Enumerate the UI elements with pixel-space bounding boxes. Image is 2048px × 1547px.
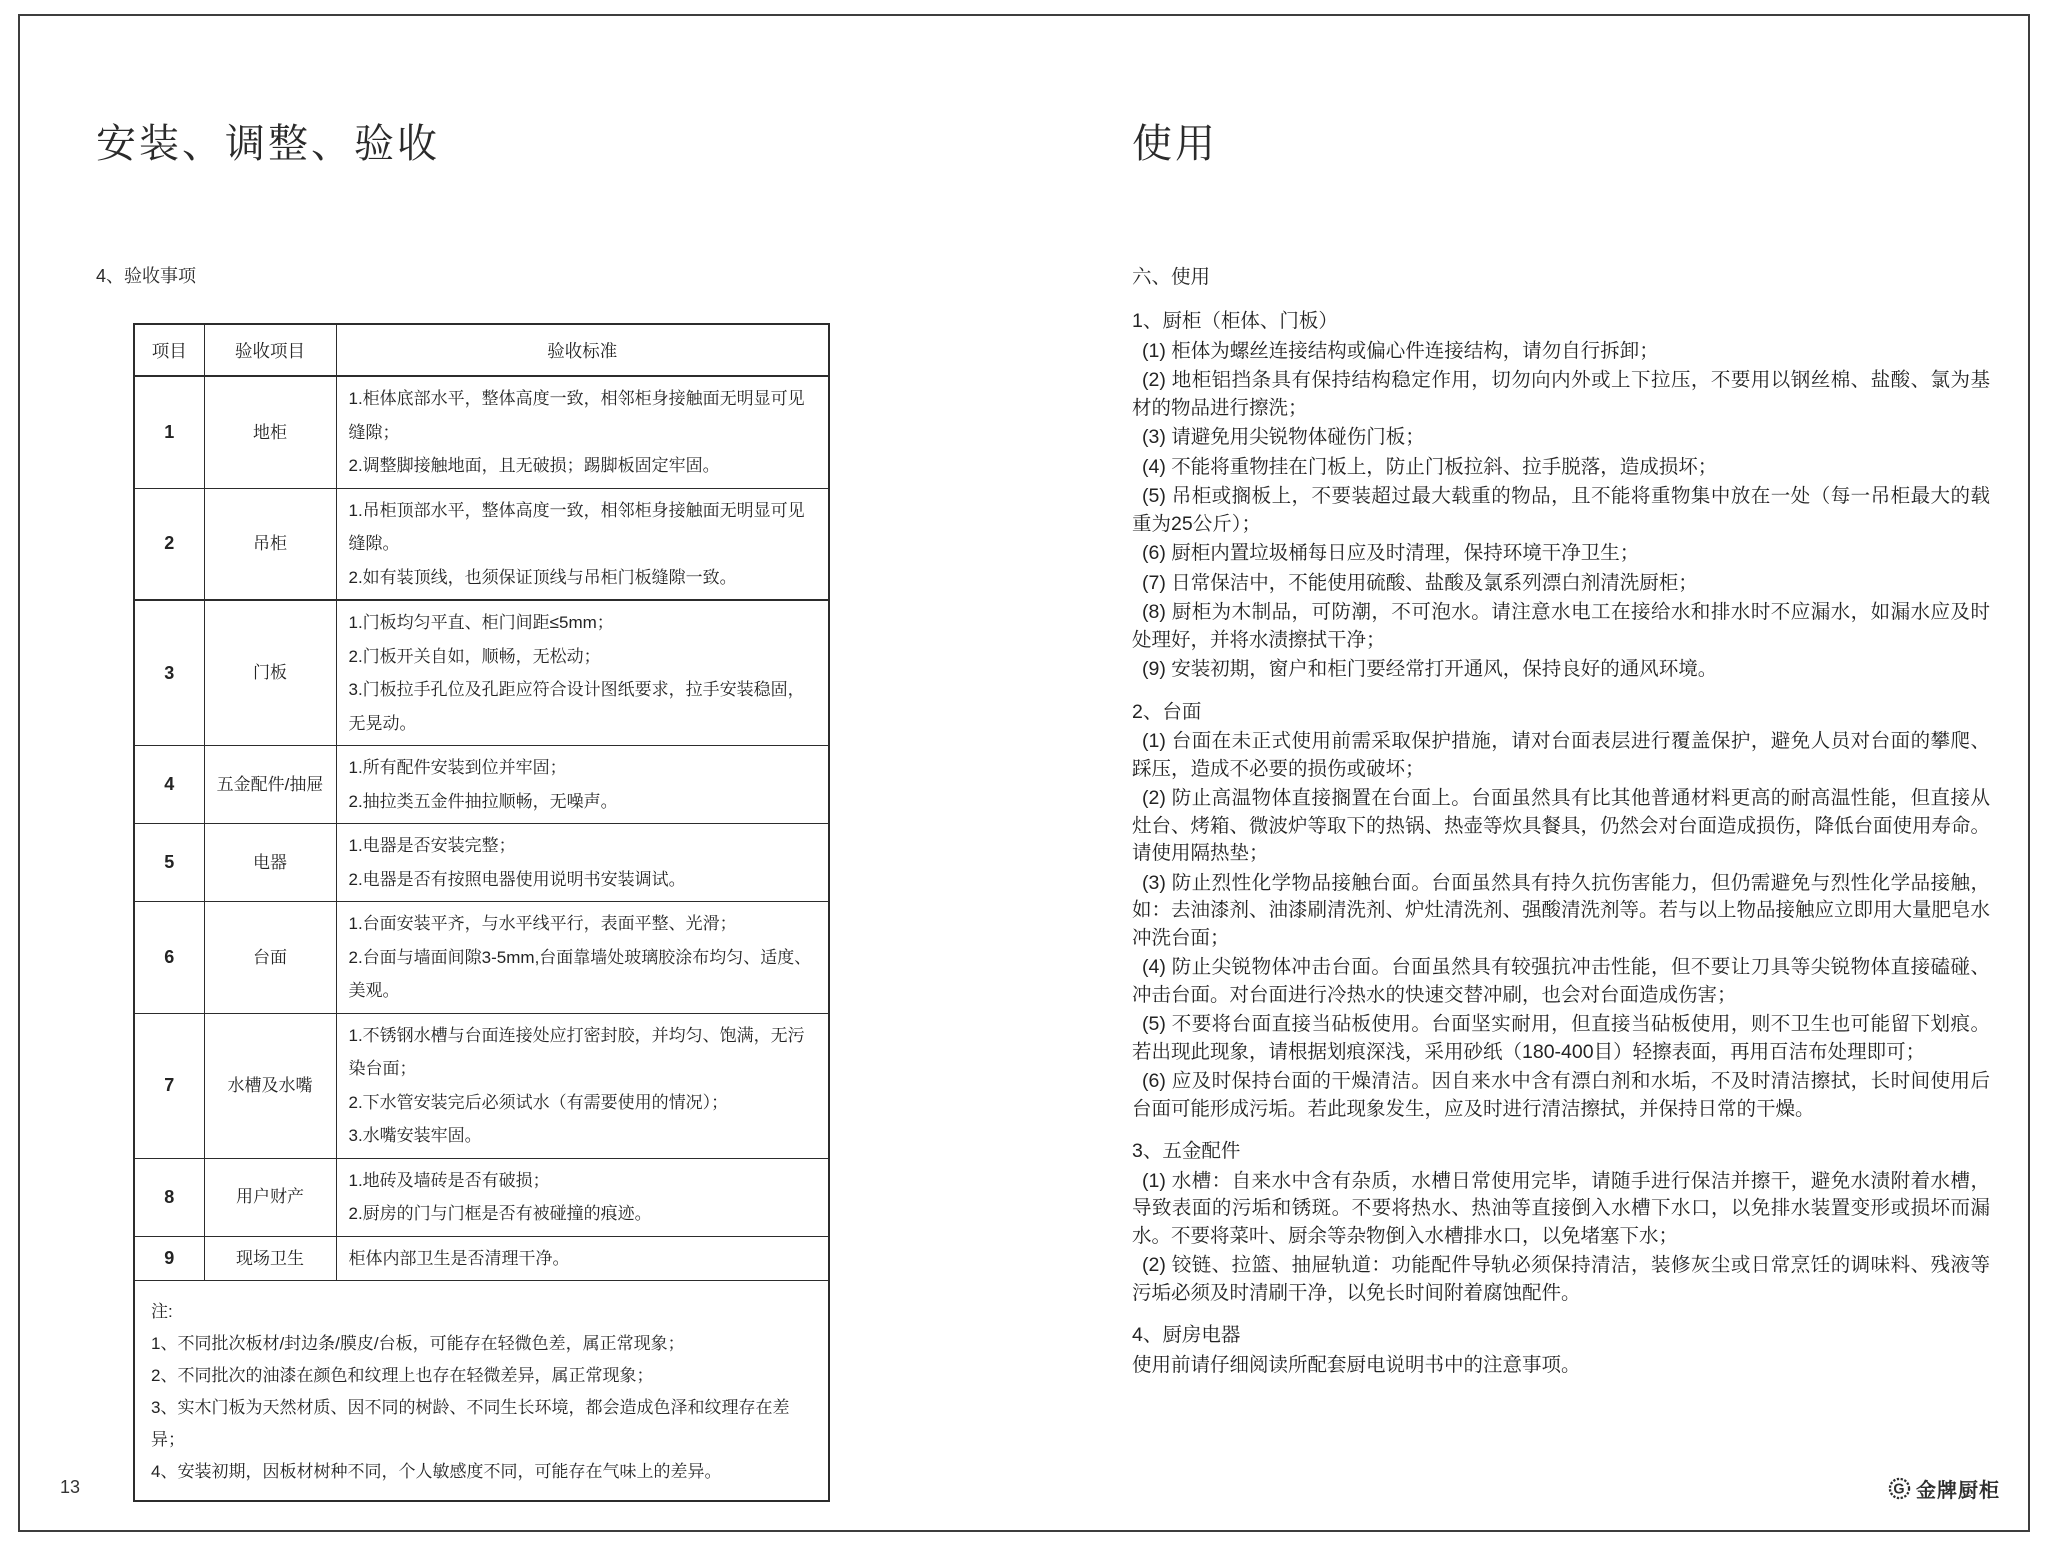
cell-no: 5 <box>134 824 204 902</box>
usage-section-hardware <box>1132 1138 1990 1307</box>
standard-line: 1.地砖及墙砖是否有破损； <box>348 1170 550 1190</box>
usage-paragraph: (2) 铰链、拉篮、抽屉轨道：功能配件导轨必须保持清洁，装修灰尘或日常烹饪的调味料、残液等污垢必须及时清刷干净，以免长时间附着腐蚀配件。 <box>1132 1254 1990 1304</box>
brand-name: 金牌厨柜 <box>1916 1480 2000 1502</box>
acceptance-table-header <box>134 324 829 376</box>
header-item-name: 验收项目 <box>204 324 336 376</box>
standard-line: 2.台面与墙面间隙3-5mm,台面靠墙处玻璃胶涂布均匀、适度、美观。 <box>348 947 812 1000</box>
table-row <box>134 902 829 1014</box>
usage-section-countertop <box>1132 699 1990 1124</box>
section-heading: 1、厨柜（柜体、门板） <box>1132 310 1338 332</box>
usage-paragraph: (4) 不能将重物挂在门板上，防止门板拉斜、拉手脱落，造成损坏； <box>1142 455 1718 478</box>
note-line: 1、不同批次板材/封边条/膜皮/台板，可能存在轻微色差，属正常现象； <box>151 1334 685 1353</box>
standard-line: 2.如有装顶线，也须保证顶线与吊柜门板缝隙一致。 <box>348 567 737 587</box>
cell-item: 用户财产 <box>204 1158 336 1236</box>
usage-paragraph: (7) 日常保洁中，不能使用硫酸、盐酸及氯系列漂白剂清洗厨柜； <box>1142 571 1698 594</box>
header-item-no: 项目 <box>134 324 204 376</box>
standard-line: 1.台面安装平齐，与水平线平行，表面平整、光滑； <box>348 914 737 933</box>
table-header-row <box>134 324 829 376</box>
section-heading: 2、台面 <box>1132 700 1202 723</box>
left-page-title: 安装、调整、验收 <box>96 122 440 166</box>
standard-line: 1.所有配件安装到位并牢固； <box>348 758 567 777</box>
usage-paragraph: (3) 请避免用尖锐物体碰伤门板； <box>1142 426 1425 448</box>
usage-paragraph: (3) 防止烈性化学物品接触台面。台面虽然具有持久抗伤害能力，但仍需避免与烈性化学品接触，如：去油漆剂、油漆刷清洗剂、炉灶清洗剂、强酸清洗剂等。若与以上物品接触应立即用大量肥皂水冲洗台面； <box>1132 871 1991 949</box>
usage-paragraph: (6) 厨柜内置垃圾桶每日应及时清理，保持环境干净卫生； <box>1142 542 1640 564</box>
cell-no: 2 <box>134 488 204 600</box>
cell-no: 7 <box>134 1013 204 1158</box>
usage-paragraph: (2) 地柜铝挡条具有保持结构稳定作用，切勿向内外或上下拉压，不要用以钢丝棉、盐酸、氯为基材的物品进行擦洗； <box>1132 369 1990 419</box>
cell-no: 4 <box>134 746 204 824</box>
cell-item: 现场卫生 <box>204 1236 336 1281</box>
usage-paragraph: (1) 台面在未正式使用前需采取保护措施，请对台面表层进行覆盖保护，避免人员对台面的攀爬、踩压，造成不必要的损伤或破坏； <box>1132 730 1990 780</box>
table-row <box>134 376 829 488</box>
brand-g-gear-icon <box>1888 1477 1911 1500</box>
cell-item: 吊柜 <box>204 488 336 600</box>
table-row <box>134 1013 829 1158</box>
cell-standard <box>336 376 829 488</box>
brand-g-letter: G <box>1893 1481 1906 1498</box>
header-standard: 验收标准 <box>336 324 829 376</box>
standard-line: 2.下水管安装完后必须试水（有需要使用的情况）； <box>348 1092 729 1112</box>
standard-line: 1.柜体底部水平，整体高度一致，相邻柜身接触面无明显可见缝隙； <box>348 389 805 442</box>
cell-standard <box>336 1158 829 1236</box>
cell-item: 台面 <box>204 902 336 1014</box>
cell-standard <box>336 488 829 600</box>
usage-section-appliances <box>1132 1322 1990 1379</box>
table-notes-row <box>134 1281 829 1502</box>
table-row <box>134 1236 829 1281</box>
cell-standard <box>336 1013 829 1158</box>
standard-line: 3.水嘴安装牢固。 <box>348 1126 482 1145</box>
standard-line: 2.门板开关自如，顺畅，无松动； <box>348 646 601 666</box>
standard-line: 柜体内部卫生是否清理干净。 <box>348 1248 570 1268</box>
acceptance-table <box>133 323 830 1502</box>
section-heading: 3、五金配件 <box>1132 1140 1241 1162</box>
cell-no: 9 <box>134 1236 204 1281</box>
cell-standard <box>336 600 829 746</box>
cell-no: 3 <box>134 600 204 746</box>
cell-item: 五金配件/抽屉 <box>204 746 336 824</box>
right-section-label: 六、使用 <box>1132 266 1211 288</box>
usage-paragraph: (1) 水槽：自来水中含有杂质，水槽日常使用完毕，请随手进行保洁并擦干，避免水渍附着水槽，导致表面的污垢和锈斑。不要将热水、热油等直接倒入水槽下水口，以免排水装置变形或损坏而漏水。不要将菜叶、厨余等杂物倒入水槽排水口，以免堵塞下水； <box>1132 1169 1990 1247</box>
note-line: 4、安装初期，因板材树种不同，个人敏感度不同，可能存在气味上的差异。 <box>151 1462 722 1481</box>
right-page-title: 使用 <box>1132 122 1218 166</box>
note-line: 3、实木门板为天然材质、因不同的树龄、不同生长环境，都会造成色泽和纹理存在差异； <box>151 1398 790 1449</box>
usage-paragraph: (1) 柜体为螺丝连接结构或偏心件连接结构，请勿自行拆卸； <box>1142 339 1659 362</box>
cell-no: 6 <box>134 902 204 1014</box>
usage-paragraph: (2) 防止高温物体直接搁置在台面上。台面虽然具有比其他普通材料更高的耐高温性能，但直接从灶台、烤箱、微波炉等取下的热锅、热壶等炊具餐具，仍然会对台面造成损伤，降低台面使用寿命。请使用隔热垫； <box>1132 787 1991 864</box>
cell-standard <box>336 902 829 1014</box>
standard-line: 2.电器是否有按照电器使用说明书安装调试。 <box>348 869 686 889</box>
acceptance-table-body <box>134 376 829 1501</box>
left-section-label: 4、验收事项 <box>96 266 197 286</box>
cell-no: 1 <box>134 376 204 488</box>
standard-line: 1.电器是否安装完整； <box>348 836 516 855</box>
brand-logo <box>1888 1474 2000 1503</box>
standard-line: 3.门板拉手孔位及孔距应符合设计图纸要求，拉手安装稳固，无晃动。 <box>348 680 805 733</box>
cell-item: 地柜 <box>204 376 336 488</box>
cell-standard <box>336 1236 829 1281</box>
cell-standard <box>336 746 829 824</box>
standard-line: 1.吊柜顶部水平，整体高度一致，相邻柜身接触面无明显可见缝隙。 <box>348 500 805 553</box>
cell-item: 水槽及水嘴 <box>204 1013 336 1158</box>
standard-line: 1.不锈钢水槽与台面连接处应打密封胶，并均匀、饱满，无污染台面； <box>348 1025 805 1078</box>
cell-standard <box>336 824 829 902</box>
usage-text-column <box>1132 308 1990 1381</box>
usage-paragraph: (5) 吊柜或搁板上，不要装超过最大载重的物品，且不能将重物集中放在一处（每一吊柜最大的载重为25公斤）； <box>1132 485 1990 535</box>
table-row <box>134 746 829 824</box>
notes-cell <box>134 1281 829 1502</box>
usage-paragraph: (9) 安装初期，窗户和柜门要经常打开通风，保持良好的通风环境。 <box>1142 658 1718 680</box>
usage-paragraph: (4) 防止尖锐物体冲击台面。台面虽然具有较强抗冲击性能，但不要让刀具等尖锐物体直接磕碰、冲击台面。对台面进行冷热水的快速交替冲刷，也会对台面造成伤害； <box>1132 956 1990 1006</box>
notes-label: 注: <box>151 1302 173 1321</box>
section-heading: 4、厨房电器 <box>1132 1324 1241 1346</box>
note-line: 2、不同批次的油漆在颜色和纹理上也存在轻微差异，属正常现象； <box>151 1366 654 1385</box>
usage-paragraph: (8) 厨柜为木制品，可防潮，不可泡水。请注意水电工在接给水和排水时不应漏水，如漏水应及时处理好，并将水渍擦拭干净； <box>1132 601 1990 651</box>
table-row <box>134 600 829 746</box>
cell-no: 8 <box>134 1158 204 1236</box>
cell-item: 电器 <box>204 824 336 902</box>
page-number: 13 <box>60 1477 81 1497</box>
table-row <box>134 488 829 600</box>
table-row <box>134 1158 829 1236</box>
table-row <box>134 824 829 902</box>
standard-line: 1.门板均匀平直、柜门间距≤5mm； <box>348 613 614 632</box>
cell-item: 门板 <box>204 600 336 746</box>
standard-line: 2.调整脚接触地面，且无破损；踢脚板固定牢固。 <box>348 456 720 475</box>
standard-line: 2.抽拉类五金件抽拉顺畅，无噪声。 <box>348 791 618 811</box>
usage-paragraph: 使用前请仔细阅读所配套厨电说明书中的注意事项。 <box>1132 1353 1581 1376</box>
standard-line: 2.厨房的门与门框是否有被碰撞的痕迹。 <box>348 1204 652 1223</box>
usage-paragraph: (5) 不要将台面直接当砧板使用。台面坚实耐用，但直接当砧板使用，则不卫生也可能留下划痕。若出现此现象，请根据划痕深浅，采用砂纸（180-400目）轻擦表面，再用百洁布处理即可； <box>1132 1013 1990 1063</box>
usage-section-cabinet <box>1132 308 1990 684</box>
usage-paragraph: (6) 应及时保持台面的干燥清洁。因自来水中含有漂白剂和水垢，不及时清洁擦拭，长时间使用后台面可能形成污垢。若此现象发生，应及时进行清洁擦拭，并保持日常的干燥。 <box>1132 1070 1990 1120</box>
